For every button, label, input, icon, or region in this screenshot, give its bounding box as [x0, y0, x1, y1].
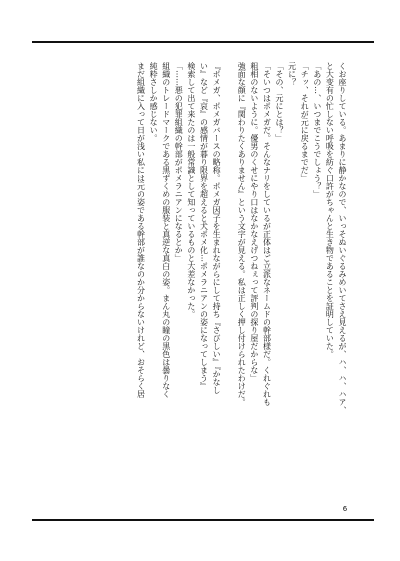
text-line: 元に？	[287, 62, 297, 86]
text-line: まだ組織に入って日が浅い私には元の姿である幹部が誰なのか分からないけれど、おそらく居	[136, 62, 146, 398]
text-line: くお座りしている。あまりに静かなので、いっそぬいぐるみめいてさえ見えるが、ハ、ハ、ハア、	[338, 62, 347, 414]
text-line: 『ポメガ、ポメガバースの略称。ポメガ因子を生まれながらにして持ち『さびしい』『かなし	[212, 62, 222, 394]
text-line: 「あの…、いつまでこうでしょう？」	[312, 62, 322, 198]
text-line: 純粋さしか感じない。	[149, 62, 159, 142]
text-line: 粗相のないように。優男のくせにやり口はなかなえげつねぇって評判の探り屋だからな」	[249, 62, 259, 382]
text-line: い』など『哀』の感情が暮り限界を超えると犬ポメ化…ポメラニアンの姿になってしまう』	[199, 62, 209, 390]
text-line: 「その、元にとは？」	[275, 62, 285, 142]
text-line: 組織のトレードマークである黒ずくめの服装と真逆な真白の姿。まん丸の瞳の黒色は曇りなく	[161, 62, 171, 398]
bottom-rule	[32, 519, 374, 521]
vertical-text-body	[48, 62, 348, 508]
text-line: 「そいつはポメガだ。そんなナリをしているが正体はご立派なネームドの幹部様だ。くれぐれも	[262, 62, 272, 406]
blank-line	[222, 62, 235, 508]
text-line: と大变有の忙しない呼吸を紡ぐ口許がちゃんと生き物であることを証明していた。	[325, 62, 335, 358]
page-number: 6	[342, 505, 348, 513]
text-line: 強面な顔に『関わりたくありません』という文字が見える。私は正しく押し付けられたわけだ。	[237, 62, 247, 406]
text-line: 「チッ、それが元に戻るまでだ」	[300, 62, 310, 182]
top-rule	[32, 41, 374, 43]
text-line: 検索して出て来たのは一般常識として知っているものと大差なかった。	[186, 62, 196, 318]
text-line: 「……悪の犯罪組織の幹部がポメラニアンになるとか」	[174, 62, 184, 262]
